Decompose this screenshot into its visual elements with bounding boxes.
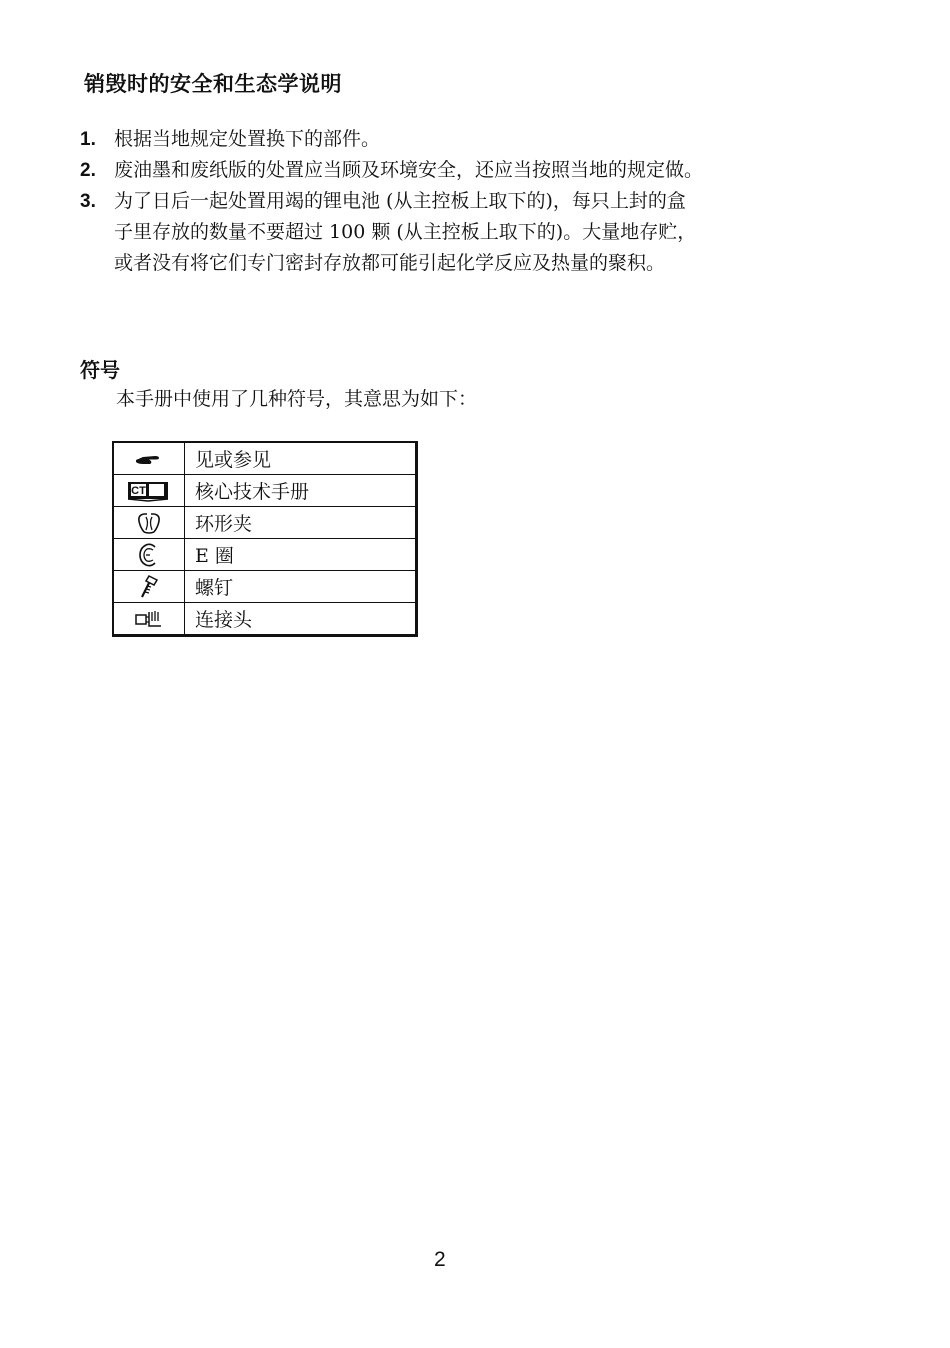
symbol-label: E 圈	[185, 539, 417, 571]
ct-icon-letter-c: CT	[131, 484, 146, 497]
symbol-icon-cell	[113, 603, 185, 636]
list-item-line: 为了日后一起处置用竭的锂电池 (从主控板上取下的)，每只上封的盒	[114, 190, 686, 212]
table-row	[113, 442, 417, 475]
symbols-table	[112, 441, 418, 637]
list-item-text	[114, 155, 840, 186]
symbols-intro-text: 本手册中使用了几种符号，其意思为如下：	[116, 388, 478, 410]
screw-icon	[114, 574, 184, 600]
page-number: 2	[434, 1248, 446, 1271]
list-item	[80, 155, 840, 186]
list-item-text	[114, 124, 840, 155]
symbol-icon-cell	[113, 507, 185, 539]
symbol-label: 见或参见	[185, 442, 417, 475]
table-row	[113, 603, 417, 636]
symbol-label: 连接头	[185, 603, 417, 636]
list-item	[80, 124, 840, 155]
connector-icon	[114, 609, 184, 629]
symbol-icon-cell	[113, 571, 185, 603]
disposal-section-title: 销毁时的安全和生态学说明	[84, 72, 342, 96]
disposal-instructions-list	[80, 124, 840, 279]
list-item-line: 子里存放的数量不要超过 100 颗 (从主控板上取下的)。大量地存贮，	[114, 221, 697, 243]
list-item-line: 废油墨和废纸版的处置应当顾及环境安全，还应当按照当地的规定做。	[114, 159, 704, 181]
symbol-icon-cell	[113, 539, 185, 571]
list-item-number: 1.	[80, 129, 96, 150]
core-technical-manual-icon	[114, 480, 184, 502]
table-row	[113, 539, 417, 571]
list-item-text	[114, 186, 840, 279]
list-item-number: 3.	[80, 191, 96, 212]
symbol-label: 环形夹	[185, 507, 417, 539]
e-ring-icon	[114, 542, 184, 568]
symbol-label: 核心技术手册	[185, 475, 417, 507]
symbols-section-title: 符号	[80, 358, 120, 382]
symbol-icon-cell	[113, 475, 185, 507]
list-item	[80, 186, 840, 279]
table-row	[113, 475, 417, 507]
table-row	[113, 571, 417, 603]
list-item-number: 2.	[80, 160, 96, 181]
list-item-line: 根据当地规定处置换下的部件。	[114, 128, 381, 150]
symbol-icon-cell	[113, 442, 185, 475]
pointing-hand-icon	[114, 451, 184, 467]
table-row	[113, 507, 417, 539]
symbol-label: 螺钉	[185, 571, 417, 603]
list-item-line: 或者没有将它们专门密封存放都可能引起化学反应及热量的聚积。	[114, 252, 666, 274]
ring-clamp-icon	[114, 511, 184, 535]
